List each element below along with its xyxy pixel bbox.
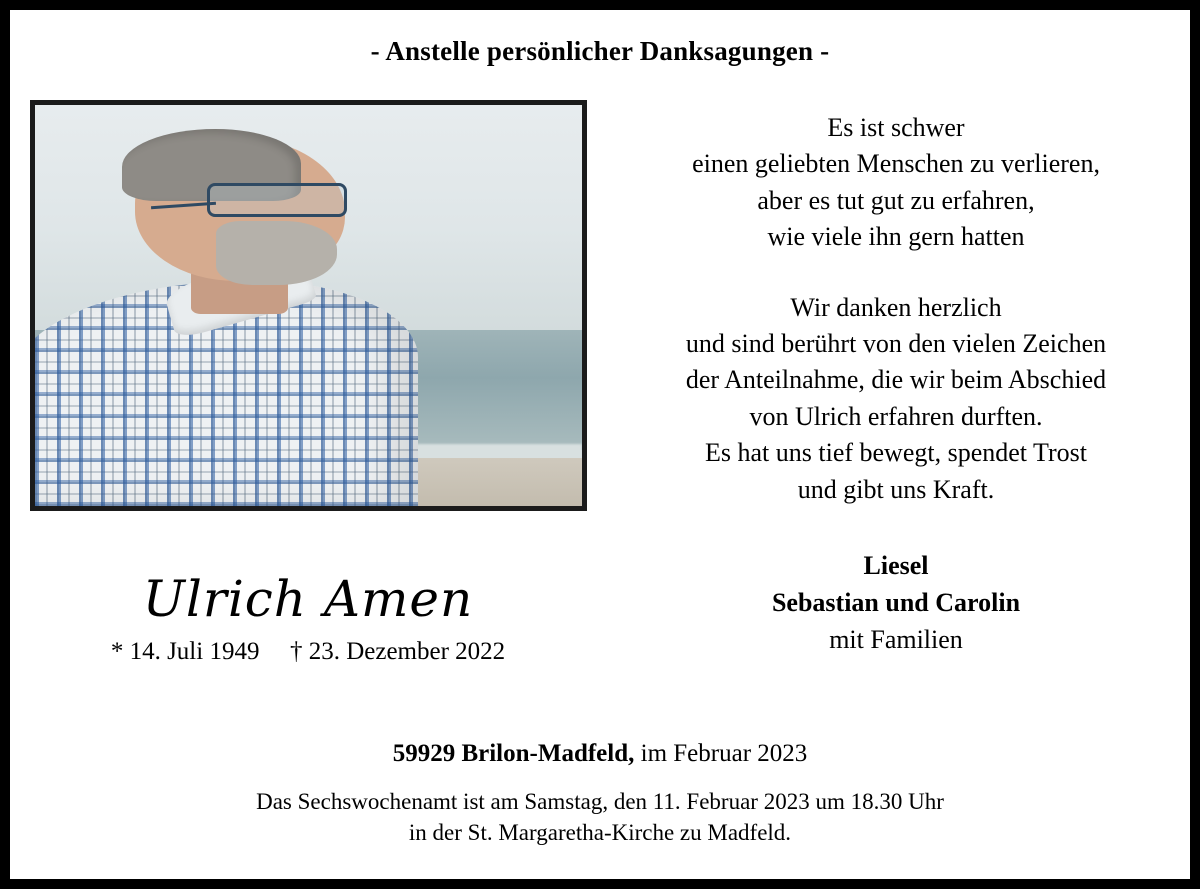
birth-symbol: *	[110, 638, 124, 665]
thanks-line: von Ulrich erfahren durften.	[749, 401, 1043, 431]
thanks-line: Es hat uns tief bewegt, spendet Trost	[704, 438, 1088, 468]
card-headline: - Anstelle persönlicher Danksagungen -	[370, 36, 830, 66]
photo-beard	[216, 221, 337, 285]
photo-glasses	[207, 183, 347, 217]
deceased-dates	[18, 638, 598, 666]
thanks-line: Wir danken herzlich	[790, 292, 1002, 322]
memorial-verse	[610, 110, 1182, 256]
thanks-line: und gibt uns Kraft.	[797, 474, 995, 504]
footer-place-line	[10, 740, 1190, 768]
photo-man-figure	[35, 105, 418, 506]
thanks-line: der Anteilnahme, die wir beim Abschied	[685, 365, 1107, 395]
verse-line: Es ist schwer	[827, 113, 965, 142]
verse-line: einen geliebten Menschen zu verlieren,	[692, 149, 1100, 179]
death-date: 23. Dezember 2022	[308, 638, 506, 665]
footer-date: im Februar 2023	[640, 740, 808, 767]
portrait-photo-frame	[30, 100, 587, 511]
card-footer	[10, 740, 1190, 848]
deceased-name: Ulrich Amen	[142, 570, 474, 628]
footer-place: 59929 Brilon-Madfeld,	[392, 740, 635, 767]
verse-line: wie viele ihn gern hatten	[767, 222, 1025, 252]
footer-note-line-2: in der St. Margaretha-Kirche zu Madfeld.	[408, 820, 792, 846]
death-symbol: †	[289, 638, 303, 665]
portrait-photo	[35, 105, 582, 506]
thanks-line: und sind berührt von den vielen Zeichen	[685, 328, 1107, 358]
verse-line: aber es tut gut zu erfahren,	[757, 185, 1035, 215]
signature-line-2: Sebastian und Carolin	[771, 587, 1021, 617]
footer-note-line-1: Das Sechswochenamt ist am Samstag, den 11. Februar 2023 um 18.30 Uhr	[256, 789, 944, 814]
right-column	[610, 110, 1182, 659]
memorial-card	[10, 10, 1190, 879]
birth-date: 14. Juli 1949	[129, 638, 260, 665]
signature-line-3: mit Familien	[829, 624, 963, 654]
left-column	[18, 100, 598, 665]
thanks-text	[610, 290, 1182, 508]
signature-block	[610, 548, 1182, 659]
footer-service-note	[10, 786, 1190, 848]
signature-line-1: Liesel	[863, 550, 929, 580]
